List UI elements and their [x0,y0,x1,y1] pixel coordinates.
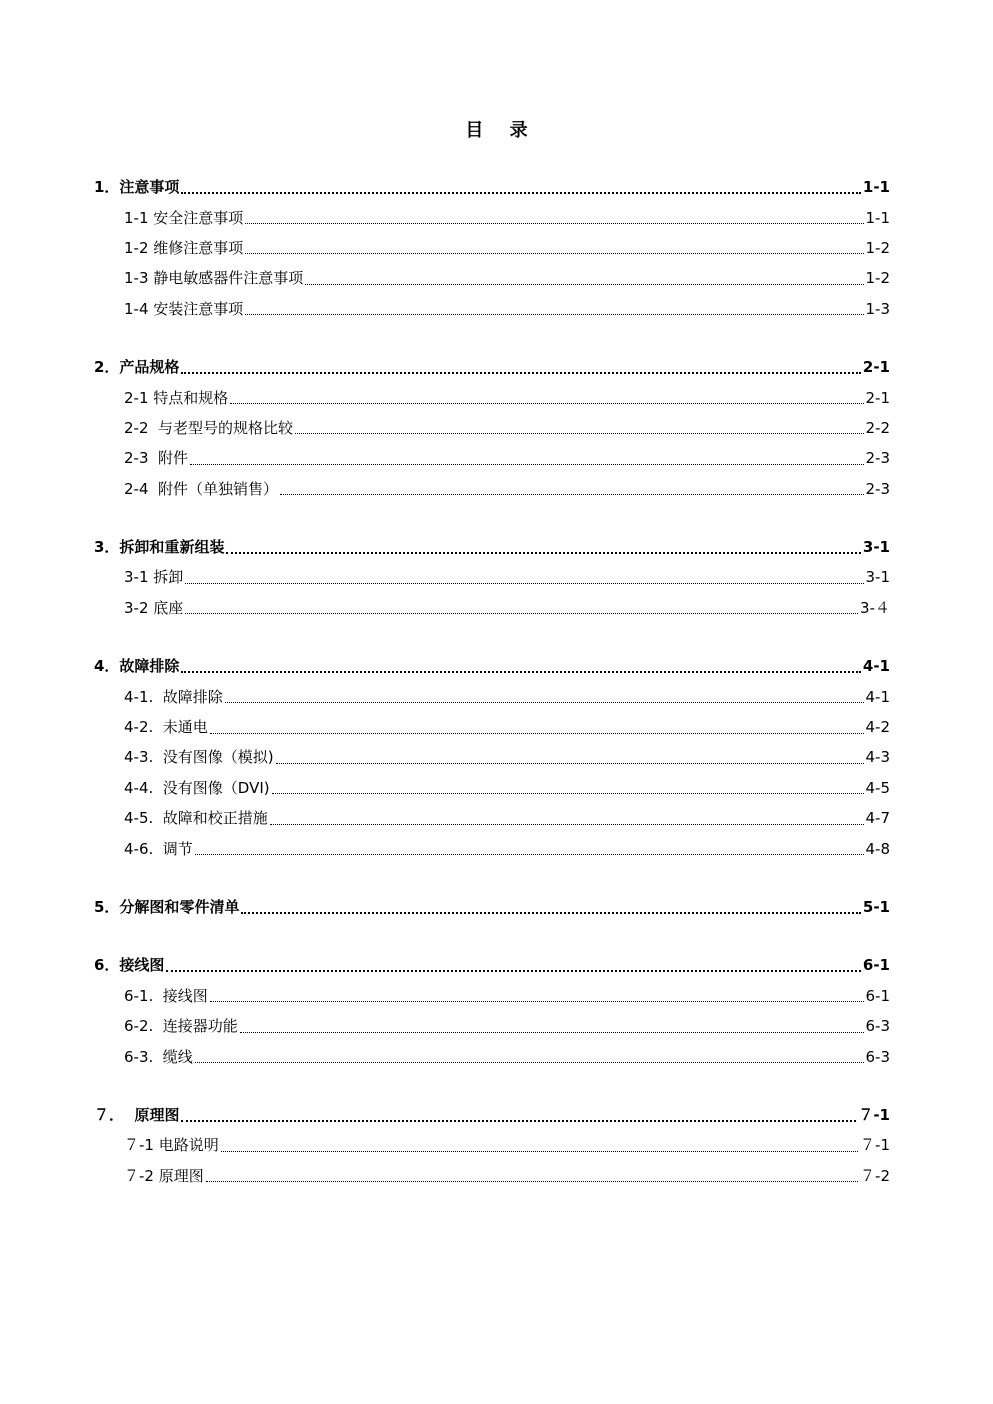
toc-page-number: 4-8 [865,839,890,858]
dot-leader [245,223,863,224]
toc-entry-row[interactable] [0,681,993,711]
dot-leader [221,1151,858,1152]
toc-entry-row[interactable] [0,1161,993,1191]
toc-entry-label: 6．接线图 [94,956,165,975]
toc-page-number: 2-3 [865,449,890,468]
toc-entry-row[interactable] [0,474,993,504]
toc-entry-label: 1-4 安装注意事项 [124,299,244,318]
toc-page-number: 3-４ [860,598,890,617]
toc-page-number: 6-3 [865,1047,890,1066]
toc-entry-row[interactable] [0,1011,993,1041]
toc-entry-row[interactable] [0,1130,993,1160]
dot-leader [245,253,863,254]
toc-entry-label: 4-1. 故障排除 [124,687,223,706]
toc-entry-label: 1-2 维修注意事项 [124,238,244,257]
toc-heading-row[interactable] [0,1100,993,1130]
toc-heading-row[interactable] [0,950,993,980]
dot-leader [210,733,864,734]
dot-leader [181,671,860,673]
toc-page-number: 4-5 [865,778,890,797]
toc-page-number: 1-2 [865,269,890,288]
dot-leader [280,494,863,495]
dot-leader [210,1001,864,1002]
toc-heading-row[interactable] [0,651,993,681]
toc-section [0,950,993,1072]
toc-entry-label: ７． 原理图 [94,1105,180,1124]
toc-heading-row[interactable] [0,172,993,202]
toc-entry-label: 4-4. 没有图像（DVI) [124,778,270,797]
toc-page-number: 4-2 [865,718,890,737]
toc-entry-row[interactable] [0,981,993,1011]
toc-entry-row[interactable] [0,712,993,742]
page-title: 目 录 [465,120,538,141]
toc-entry-row[interactable] [0,413,993,443]
toc-page-number: ７-2 [860,1166,890,1185]
toc-entry-row[interactable] [0,443,993,473]
toc-entry-label: 2-2 与老型号的规格比较 [124,418,294,437]
dot-leader [245,314,863,315]
toc-entry-label: 4．故障排除 [94,657,180,676]
toc-heading-row[interactable] [0,352,993,382]
toc-entry-label: 2-4 附件（单独销售） [124,479,279,498]
dot-leader [185,583,863,584]
toc-page-number: 2-3 [865,479,890,498]
toc-entry-label: 2-1 特点和规格 [124,388,229,407]
dot-leader [181,1120,856,1122]
toc-entry-row[interactable] [0,773,993,803]
dot-leader [195,854,864,855]
toc-page-number: 4-1 [865,687,890,706]
dot-leader [305,284,863,285]
dot-leader [241,912,860,914]
toc-entry-label: 6-3. 缆线 [124,1047,193,1066]
dot-leader [240,1032,864,1033]
toc-page-number: 6-1 [865,986,890,1005]
toc-section [0,1100,993,1191]
toc-entry-row[interactable] [0,1041,993,1071]
toc-entry-label: 3-2 底座 [124,598,184,617]
toc-page-number: 2-1 [865,388,890,407]
dot-leader [185,613,858,614]
toc-page-number: ７-1 [860,1136,890,1155]
toc-entry-label: 1．注意事项 [94,178,180,197]
toc-entry-label: 6-2. 连接器功能 [124,1017,238,1036]
toc-entry-label: 3-1 拆卸 [124,568,184,587]
toc-page-number: 1-2 [865,238,890,257]
toc-page-number: 1-1 [862,178,890,197]
toc-section [0,651,993,864]
toc-page-number: 4-1 [862,657,890,676]
table-of-contents [0,172,993,1219]
toc-entry-row[interactable] [0,803,993,833]
toc-entry-label: ７-2 原理图 [124,1166,204,1185]
toc-section [0,532,993,623]
toc-entry-row[interactable] [0,202,993,232]
toc-entry-label: 2．产品规格 [94,358,180,377]
dot-leader [225,702,864,703]
dot-leader [206,1181,858,1182]
toc-entry-label: ７-1 电路说明 [124,1136,219,1155]
toc-entry-label: 2-3 附件 [124,449,189,468]
toc-page-number: 1-1 [865,208,890,227]
toc-heading-row[interactable] [0,532,993,562]
toc-entry-label: 4-3. 没有图像（模拟) [124,748,274,767]
toc-entry-row[interactable] [0,833,993,863]
dot-leader [272,793,864,794]
toc-section [0,172,993,324]
dot-leader [181,372,860,374]
toc-section [0,892,993,922]
toc-entry-label: 1-1 安全注意事项 [124,208,244,227]
toc-entry-label: 4-5. 故障和校正措施 [124,809,268,828]
dot-leader [190,464,863,465]
toc-entry-row[interactable] [0,233,993,263]
toc-entry-label: 1-3 静电敏感器件注意事项 [124,269,304,288]
toc-entry-row[interactable] [0,562,993,592]
dot-leader [295,433,863,434]
toc-page-number: 4-3 [865,748,890,767]
dot-leader [226,552,860,554]
toc-page-number: 1-3 [865,299,890,318]
dot-leader [276,763,864,764]
toc-entry-label: 4-2. 未通电 [124,718,208,737]
dot-leader [195,1062,864,1063]
toc-page-number: ７-1 [858,1105,890,1124]
dot-leader [230,403,863,404]
toc-page-number: 3-1 [862,538,890,557]
toc-entry-row[interactable] [0,742,993,772]
toc-entry-row[interactable] [0,294,993,324]
toc-page-number: 4-7 [865,809,890,828]
toc-entry-row[interactable] [0,263,993,293]
toc-page-number: 5-1 [862,898,890,916]
toc-page-number: 6-1 [862,956,890,975]
toc-section [0,352,993,504]
toc-entry-label: 4-6. 调节 [124,839,193,858]
toc-entry-row[interactable] [0,382,993,412]
toc-page-number: 2-2 [865,418,890,437]
toc-entry-label: 3．拆卸和重新组装 [94,538,225,557]
toc-page-number: 6-3 [865,1017,890,1036]
toc-heading-row[interactable] [0,892,993,922]
toc-page-number: 2-1 [862,358,890,377]
toc-entry-row[interactable] [0,593,993,623]
dot-leader [166,970,860,972]
dot-leader [181,192,860,194]
toc-entry-label: 6-1. 接线图 [124,986,208,1005]
toc-entry-label: 5．分解图和零件清单 [94,898,240,916]
dot-leader [270,824,864,825]
toc-page-number: 3-1 [865,568,890,587]
